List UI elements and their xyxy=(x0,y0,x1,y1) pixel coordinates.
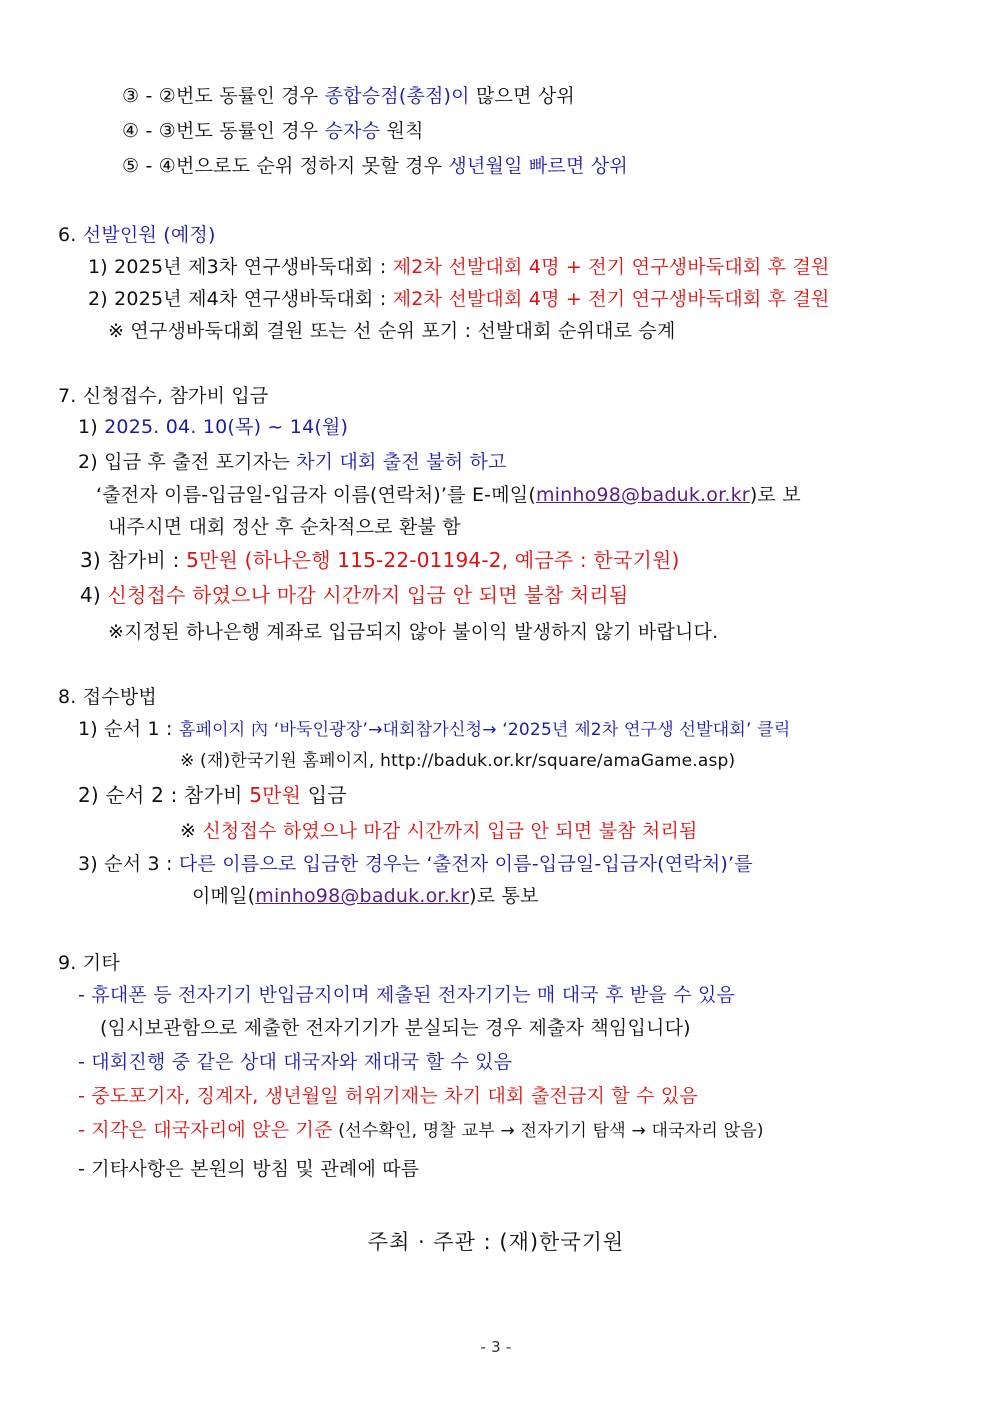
section-7-item-4 xyxy=(80,582,628,608)
section-9-item-devices-note: (임시보관함으로 제출한 전자기기가 분실되는 경우 제출자 책임입니다) xyxy=(100,1017,691,1039)
application-period: 2025. 04. 10(목) ~ 14(월) xyxy=(104,416,349,438)
note-highlight: 신청접수 하였으나 마감 시간까지 입금 안 되면 불참 처리됨 xyxy=(202,820,698,842)
section-8-step-3 xyxy=(78,851,753,877)
section-9-item-late xyxy=(78,1117,764,1144)
rule-text: 원칙 xyxy=(380,120,424,142)
item-number: 4) xyxy=(80,583,108,607)
section-8-step-1 xyxy=(78,716,790,743)
item-text: 1) 2025년 제3차 연구생바둑대회 : xyxy=(88,256,393,278)
section-number: 6. xyxy=(58,224,83,246)
rule-text: ③ - ②번도 동률인 경우 xyxy=(122,85,325,107)
page-number: - 3 - xyxy=(480,1338,512,1356)
step-text: )로 통보 xyxy=(469,885,539,907)
tiebreak-rule-5 xyxy=(122,153,628,179)
item-text: ‘출전자 이름-입금일-입금자 이름(연락처)’를 E-메일( xyxy=(96,484,536,506)
late-rule: - 지각은 대국자리에 앉은 기준 xyxy=(78,1119,333,1141)
section-7-title: 7. 신청접수, 참가비 입금 xyxy=(58,385,269,407)
section-9-item-devices: - 휴대폰 등 전자기기 반입금지이며 제출된 전자기기는 매 대국 후 받을 수 있음 xyxy=(78,984,736,1006)
section-8-step-1-note: ※ (재)한국기원 홈페이지, http://baduk.or.kr/square/amaGame.asp) xyxy=(180,751,736,771)
item-text: 3) 참가비 : xyxy=(80,548,187,572)
section-7-item-2-cont xyxy=(96,482,801,508)
step-label: 3) 순서 3 : xyxy=(78,853,179,875)
section-7-item-2-cont2: 내주시면 대회 정산 후 순차적으로 환불 함 xyxy=(108,516,461,538)
step-label: 2) 순서 2 : 참가비 xyxy=(78,783,250,807)
rule-highlight: 승자승 xyxy=(324,120,381,142)
section-7-item-1 xyxy=(78,414,348,440)
item-text: 2) 2025년 제4차 연구생바둑대회 : xyxy=(88,288,393,310)
step-instruction: 홈페이지 內 ‘바둑인광장’→대회참가신청→ ‘2025년 제2차 연구생 선발대회’ 클릭 xyxy=(178,720,791,740)
section-9-item-rematch: - 대회진행 중 같은 상대 대국자와 재대국 할 수 있음 xyxy=(78,1051,513,1073)
section-9-title: 9. 기타 xyxy=(58,952,120,974)
item-highlight: 제2차 선발대회 4명 + 전기 연구생바둑대회 후 결원 xyxy=(392,256,830,278)
step-text: 이메일( xyxy=(192,885,256,907)
section-6-item-2 xyxy=(88,286,830,312)
item-text: )로 보 xyxy=(749,484,801,506)
rule-highlight: 종합승점(총점)이 xyxy=(324,85,470,107)
section-8-step-2 xyxy=(78,782,347,808)
fee-detail: 5만원 (하나은행 115-22-01194-2, 예금주 : 한국기원) xyxy=(186,548,680,572)
item-text: 2) 입금 후 출전 포기자는 xyxy=(78,451,297,473)
section-9-item-ban: - 중도포기자, 징계자, 생년월일 허위기재는 차기 대회 출전금지 할 수 있음 xyxy=(78,1085,698,1107)
step-label: 1) 순서 1 : xyxy=(78,718,179,740)
section-6-item-1 xyxy=(88,254,830,280)
item-highlight: 제2차 선발대회 4명 + 전기 연구생바둑대회 후 결원 xyxy=(392,288,830,310)
section-9-item-other: - 기타사항은 본원의 방침 및 관례에 따름 xyxy=(78,1158,420,1180)
item-number: 1) xyxy=(78,416,105,438)
section-7-item-2 xyxy=(78,449,507,475)
rule-text: ④ - ③번도 동률인 경우 xyxy=(122,120,325,142)
tiebreak-rule-4 xyxy=(122,118,424,144)
section-7-item-3 xyxy=(80,547,680,573)
organizer-footer: 주최 · 주관 : (재)한국기원 xyxy=(367,1230,625,1254)
section-6-note: ※ 연구생바둑대회 결원 또는 선 순위 포기 : 선발대회 순위대로 승계 xyxy=(108,320,676,342)
item-highlight: 신청접수 하였으나 마감 시간까지 입금 안 되면 불참 처리됨 xyxy=(107,583,629,607)
rule-highlight: 생년월일 빠르면 상위 xyxy=(448,155,628,177)
email-link[interactable]: minho98@baduk.or.kr xyxy=(535,484,750,506)
step-instruction: 다른 이름으로 입금한 경우는 ‘출전자 이름-입금일-입금자(연락처)’를 xyxy=(178,853,753,875)
section-heading: 선발인원 (예정) xyxy=(82,224,216,246)
item-highlight: 차기 대회 출전 불허 하고 xyxy=(296,451,507,473)
step-text: 입금 xyxy=(301,783,347,807)
section-7-note: ※지정된 하나은행 계좌로 입금되지 않아 불이익 발생하지 않기 바랍니다. xyxy=(108,621,719,643)
tiebreak-rule-3 xyxy=(122,83,575,109)
note-mark: ※ xyxy=(180,820,203,842)
fee-amount: 5만원 xyxy=(249,783,302,807)
late-rule-detail: (선수확인, 명찰 교부 → 전자기기 탐색 → 대국자리 앉음) xyxy=(332,1121,764,1141)
email-link[interactable]: minho98@baduk.or.kr xyxy=(255,885,470,907)
rule-text: 많으면 상위 xyxy=(469,85,575,107)
section-6-title xyxy=(58,222,216,248)
section-8-step-3-cont xyxy=(192,883,539,909)
rule-text: ⑤ - ④번으로도 순위 정하지 못할 경우 xyxy=(122,155,449,177)
section-8-step-2-note xyxy=(180,818,698,844)
section-8-title: 8. 접수방법 xyxy=(58,686,157,708)
